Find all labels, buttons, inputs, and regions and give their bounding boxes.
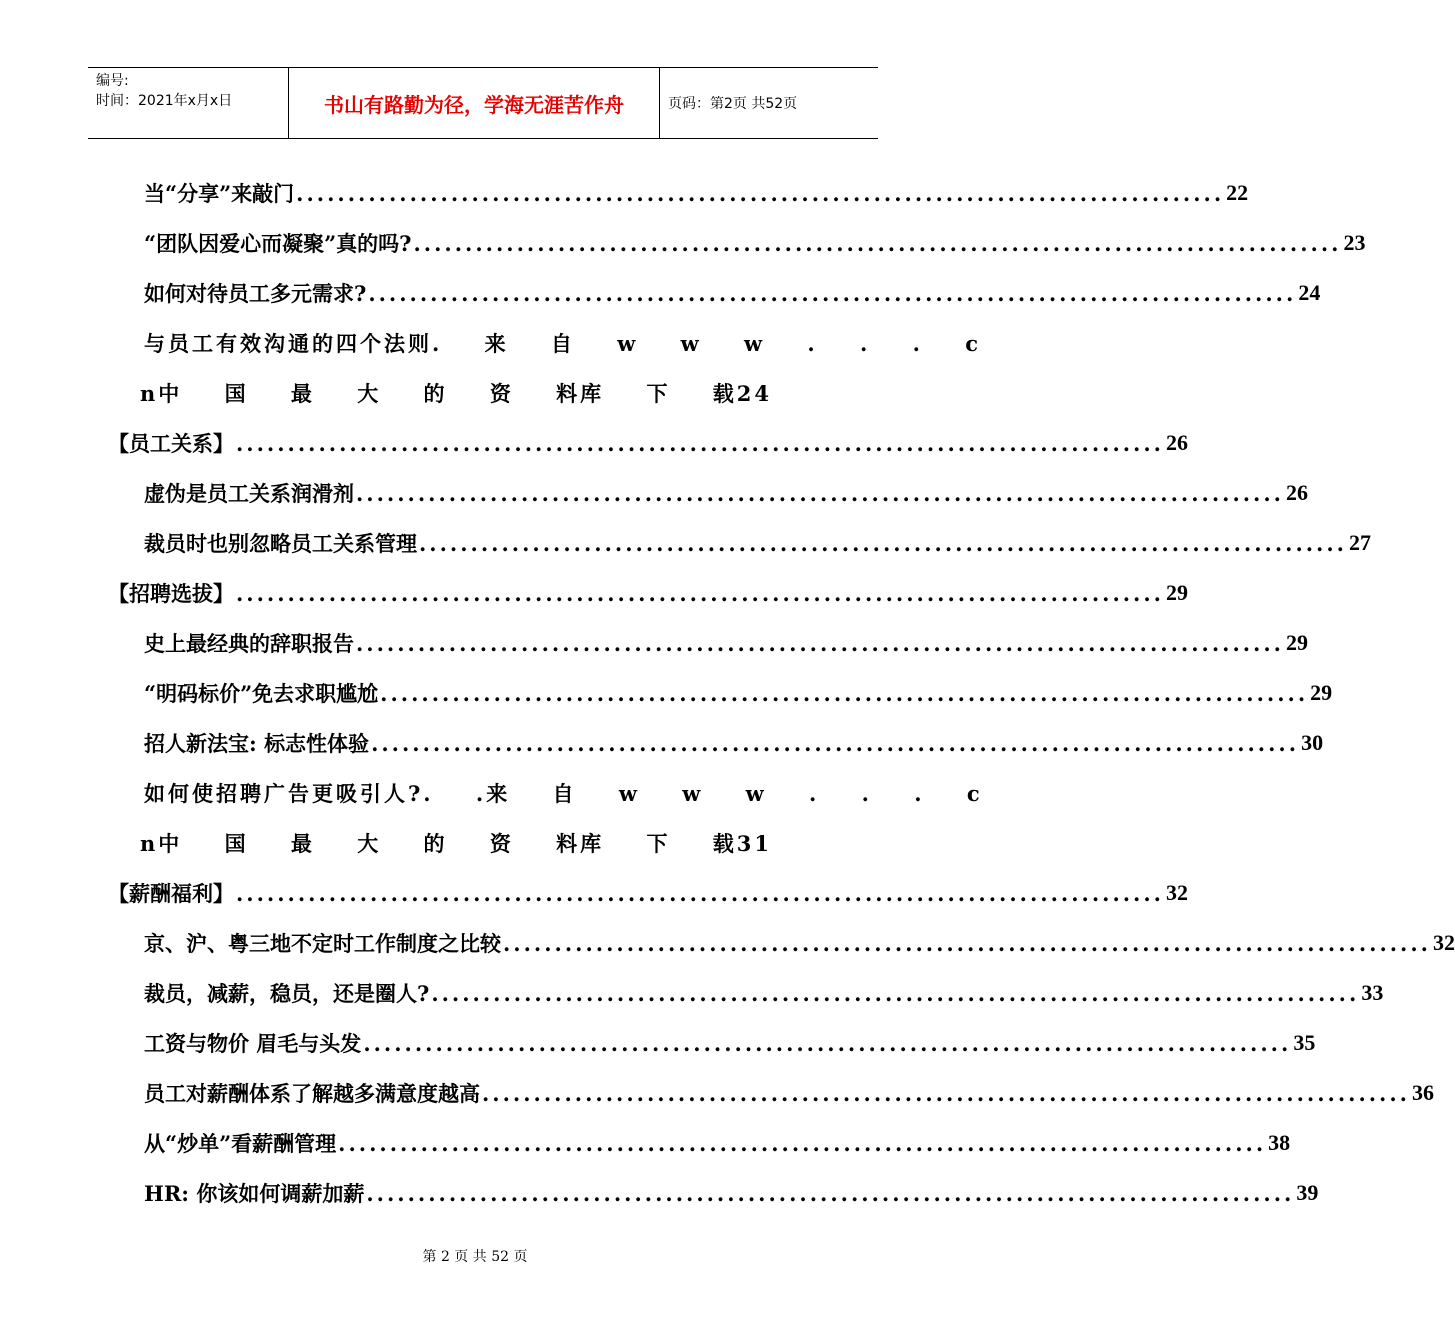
- toc-entry-title: 从“炒单”看薪酬管理: [144, 1131, 337, 1156]
- toc-section-title: 【招聘选拔】: [108, 581, 234, 606]
- toc-dot-leader: ..........................................................................................: [366, 1180, 1295, 1206]
- toc-entry-page: 32: [1166, 880, 1188, 905]
- toc-entry-title: 与员工有效沟通的四个法则. 来 自 w w w . . . c: [144, 331, 982, 356]
- page-header: [88, 67, 878, 139]
- toc-entry-title: 招人新法宝: 标志性体验: [144, 731, 370, 756]
- toc-entry[interactable]: [108, 1068, 1434, 1118]
- toc-entry-title: 虚伪是员工关系润滑剂: [144, 481, 354, 506]
- toc-section-title: 【薪酬福利】: [108, 881, 234, 906]
- toc-entry-title: 员工对薪酬体系了解越多满意度越高: [144, 1081, 480, 1106]
- toc-entry-page: 36: [1412, 1080, 1434, 1105]
- toc-entry-page: 23: [1343, 230, 1366, 255]
- toc-section[interactable]: [108, 568, 1188, 618]
- toc-entry-title: “团队因爱心而凝聚”真的吗?: [144, 231, 412, 256]
- toc-entry-page: 26: [1286, 480, 1308, 505]
- toc-entry-title: 如何对待员工多元需求?: [144, 281, 367, 306]
- toc-entry-continuation[interactable]: [108, 818, 856, 868]
- toc-dot-leader: ..........................................................................................: [503, 930, 1431, 956]
- toc-entry-page: 29: [1310, 680, 1333, 705]
- toc-entry-page: 35: [1293, 1030, 1316, 1055]
- toc-entry[interactable]: [108, 268, 1321, 318]
- toc-entry-title: 如何使招聘广告更吸引人?. .来 自 w w w . . . c: [144, 781, 983, 806]
- toc-entry-page: 29: [1166, 580, 1188, 605]
- document-number-label: 编号:: [96, 73, 129, 89]
- toc-entry[interactable]: [108, 1168, 1319, 1218]
- header-motto: 书山有路勤为径，学海无涯苦作舟: [288, 68, 660, 138]
- toc-entry-page: 32: [1433, 930, 1455, 955]
- table-of-contents: [108, 168, 1455, 1218]
- toc-entry[interactable]: [108, 468, 1308, 518]
- toc-dot-leader: ..........................................................................................: [371, 730, 1300, 756]
- toc-section[interactable]: [108, 868, 1188, 918]
- toc-entry-title: 裁员时也别忽略员工关系管理: [144, 531, 417, 556]
- toc-dot-leader: ..........................................................................................: [368, 280, 1297, 306]
- toc-dot-leader: ..........................................................................................: [363, 1030, 1292, 1056]
- toc-entry-page: 38: [1268, 1130, 1291, 1155]
- toc-entry-page: 27: [1349, 530, 1371, 555]
- toc-entry[interactable]: [108, 718, 1324, 768]
- toc-entry-page: 26: [1166, 430, 1188, 455]
- toc-entry-title: “明码标价”免去求职尴尬: [144, 681, 379, 706]
- toc-dot-leader: ..........................................................................................: [356, 480, 1284, 506]
- toc-dot-leader: ..........................................................................................: [338, 1130, 1267, 1156]
- toc-entry[interactable]: [108, 618, 1308, 668]
- toc-entry[interactable]: [108, 1118, 1291, 1168]
- header-meta: [88, 68, 288, 138]
- toc-entry[interactable]: [108, 668, 1333, 718]
- toc-entry-page: 22: [1226, 180, 1249, 205]
- page-footer: 第 2 页 共 52 页: [422, 1249, 528, 1265]
- toc-entry-page: 29: [1286, 630, 1308, 655]
- toc-entry-title: 当“分享”来敲门: [144, 181, 295, 206]
- toc-dot-leader: ..........................................................................................: [296, 180, 1225, 206]
- toc-section-title: 【员工关系】: [108, 431, 234, 456]
- toc-dot-leader: ..........................................................................................: [236, 880, 1164, 906]
- toc-entry-title: n中 国 最 大 的 资 料库 下 载31: [140, 831, 772, 856]
- toc-dot-leader: ..........................................................................................: [482, 1080, 1410, 1106]
- toc-entry-title: 京、沪、粤三地不定时工作制度之比较: [144, 931, 501, 956]
- toc-entry-page: 39: [1296, 1180, 1319, 1205]
- toc-entry[interactable]: [108, 918, 1455, 968]
- toc-entry[interactable]: [108, 168, 1249, 218]
- toc-entry-continuation[interactable]: [108, 368, 856, 418]
- toc-entry[interactable]: [108, 968, 1384, 1018]
- toc-entry-title: HR: 你该如何调薪加薪: [144, 1181, 365, 1206]
- toc-entry-page: 24: [1298, 280, 1321, 305]
- toc-entry-title: n中 国 最 大 的 资 料库 下 载24: [140, 381, 772, 406]
- toc-dot-leader: ..........................................................................................: [413, 230, 1342, 256]
- toc-dot-leader: ..........................................................................................: [380, 680, 1309, 706]
- toc-dot-leader: ..........................................................................................: [356, 630, 1284, 656]
- toc-dot-leader: ..........................................................................................: [431, 980, 1360, 1006]
- document-time-label: 时间：2021年x月x日: [96, 93, 233, 109]
- toc-entry-page: 33: [1361, 980, 1384, 1005]
- toc-section[interactable]: [108, 418, 1188, 468]
- toc-entry-title: 裁员，减薪，稳员，还是圈人?: [144, 981, 430, 1006]
- toc-entry[interactable]: [108, 1018, 1316, 1068]
- toc-entry-title: 史上最经典的辞职报告: [144, 631, 354, 656]
- toc-entry-page: 30: [1301, 730, 1324, 755]
- toc-dot-leader: ..........................................................................................: [236, 430, 1164, 456]
- toc-entry-wrapped[interactable]: [108, 768, 983, 818]
- toc-entry-wrapped[interactable]: [108, 318, 982, 368]
- toc-entry[interactable]: [108, 218, 1366, 268]
- header-page-number: 页码：第2页 共52页: [668, 96, 798, 112]
- toc-dot-leader: ..........................................................................................: [236, 580, 1164, 606]
- toc-entry-title: 工资与物价 眉毛与头发: [144, 1031, 362, 1056]
- toc-dot-leader: ..........................................................................................: [419, 530, 1347, 556]
- toc-entry[interactable]: [108, 518, 1371, 568]
